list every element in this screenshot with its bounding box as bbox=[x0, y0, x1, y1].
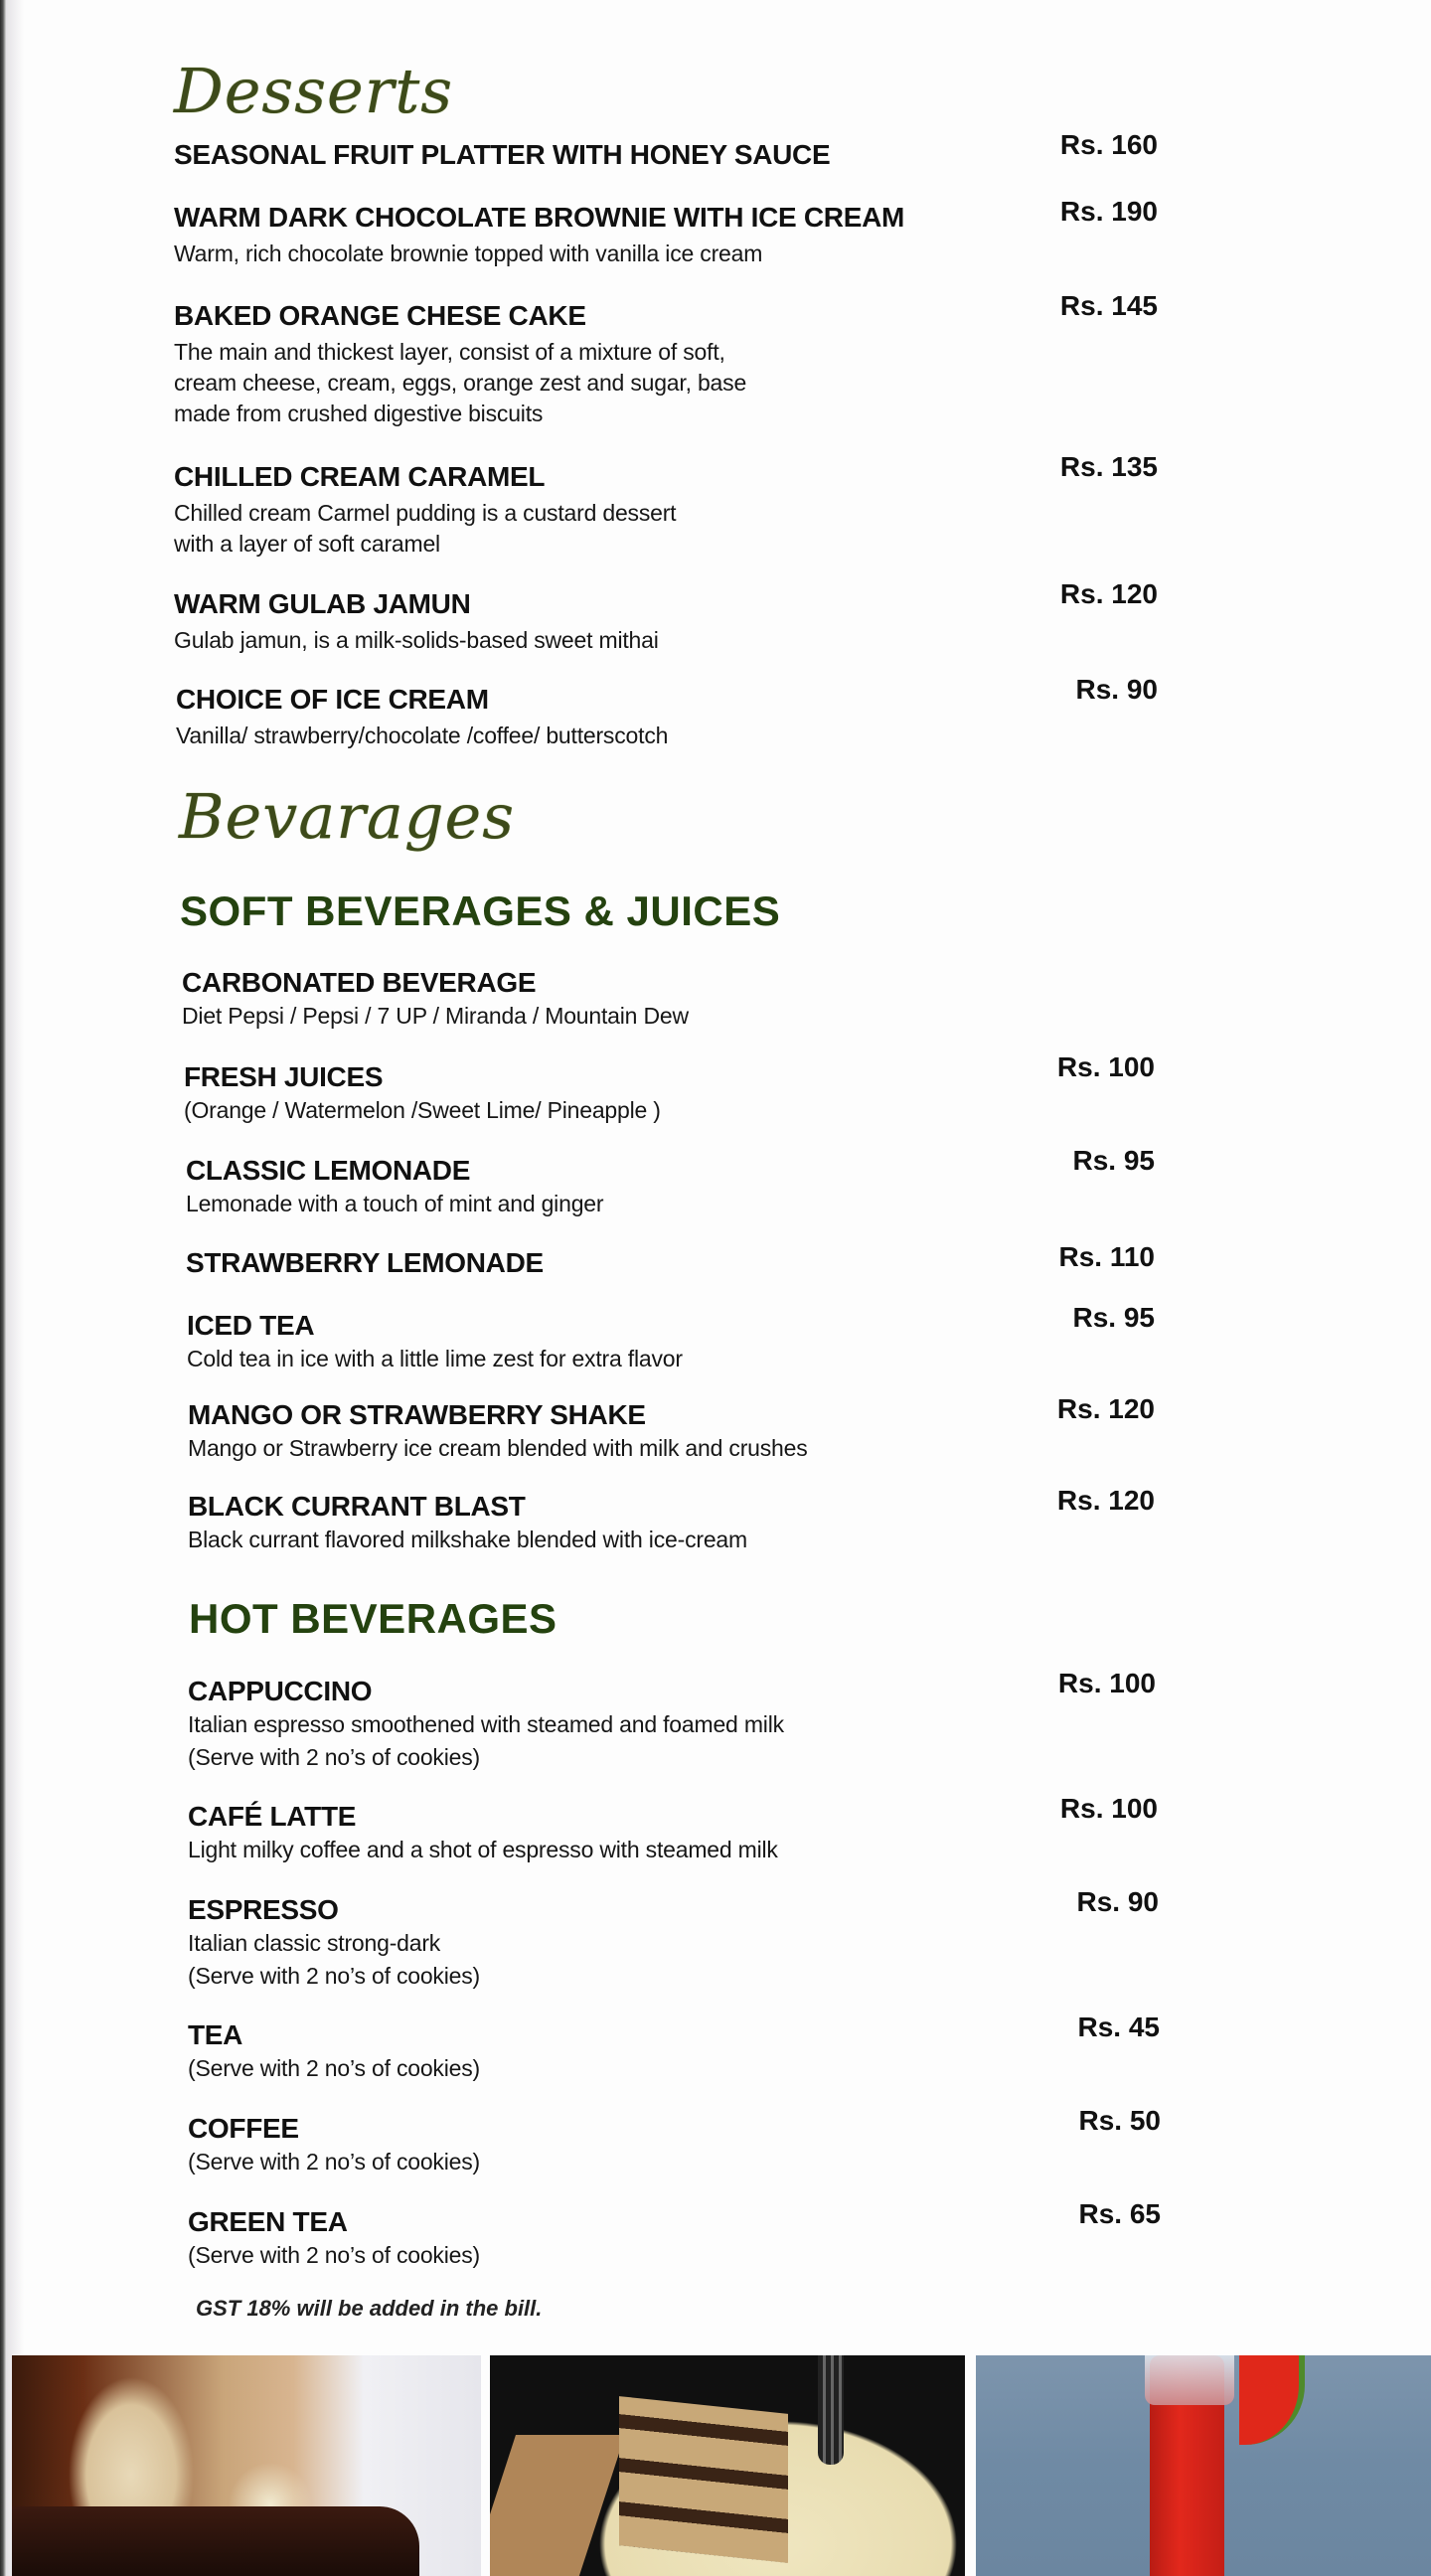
item-price: Rs. 120 bbox=[1056, 1393, 1155, 1424]
item-name: WARM DARK CHOCOLATE BROWNIE WITH ICE CREAM bbox=[174, 202, 905, 233]
item-desc: Italian espresso smoothened with steamed and foamed milk bbox=[188, 1711, 784, 1737]
gst-note: GST 18% will be added in the bill. bbox=[196, 2296, 543, 2321]
item-desc: Cold tea in ice with a little lime zest for extra flavor bbox=[187, 1346, 683, 1371]
watermelon-slice-shape bbox=[1239, 2355, 1305, 2445]
item-name: CARBONATED BEVERAGE bbox=[182, 967, 537, 998]
soft-beverages-heading: SOFT BEVERAGES & JUICES bbox=[180, 887, 781, 934]
sundae-photo bbox=[12, 2355, 481, 2576]
item-name: TEA bbox=[188, 2019, 243, 2050]
hot-beverages-heading: HOT BEVERAGES bbox=[189, 1595, 557, 1642]
item-name: ESPRESSO bbox=[188, 1894, 339, 1925]
item-price: Rs. 110 bbox=[1058, 1241, 1155, 1272]
item-name: SEASONAL FRUIT PLATTER WITH HONEY SAUCE bbox=[174, 139, 831, 170]
item-price: Rs. 90 bbox=[1075, 674, 1158, 705]
item-name: BLACK CURRANT BLAST bbox=[188, 1491, 526, 1522]
item-desc: Chilled cream Carmel pudding is a custard dessert bbox=[174, 500, 677, 526]
item-desc: (Serve with 2 no’s of cookies) bbox=[188, 2149, 480, 2174]
item-desc: (Serve with 2 no’s of cookies) bbox=[188, 1963, 480, 1989]
item-desc: Gulab jamun, is a milk-solids-based sweet mithai bbox=[174, 627, 659, 653]
drink-photo bbox=[976, 2355, 1431, 2576]
item-name: STRAWBERRY LEMONADE bbox=[186, 1247, 544, 1278]
item-price: Rs. 160 bbox=[1059, 129, 1158, 160]
item-desc: Warm, rich chocolate brownie topped with vanilla ice cream bbox=[174, 241, 763, 266]
glass-rim-shape bbox=[1145, 2355, 1234, 2405]
item-desc: Italian classic strong-dark bbox=[188, 1930, 441, 1956]
item-price: Rs. 65 bbox=[1078, 2198, 1161, 2229]
item-name: CAFÉ LATTE bbox=[188, 1801, 357, 1832]
item-price: Rs. 50 bbox=[1078, 2105, 1161, 2136]
item-desc: Mango or Strawberry ice cream blended with milk and crushes bbox=[188, 1435, 808, 1461]
item-price: Rs. 190 bbox=[1059, 196, 1158, 227]
item-name: CHOICE OF ICE CREAM bbox=[176, 684, 489, 715]
item-name: CLASSIC LEMONADE bbox=[186, 1155, 471, 1186]
item-price: Rs. 95 bbox=[1072, 1302, 1155, 1333]
item-name: WARM GULAB JAMUN bbox=[174, 588, 471, 619]
fork-shape bbox=[818, 2355, 844, 2465]
layered-cake-shape bbox=[619, 2396, 788, 2563]
item-price: Rs. 100 bbox=[1056, 1051, 1155, 1082]
item-desc: Diet Pepsi / Pepsi / 7 UP / Miranda / Mountain Dew bbox=[182, 1003, 689, 1029]
item-price: Rs. 120 bbox=[1059, 578, 1158, 609]
item-price: Rs. 120 bbox=[1056, 1485, 1155, 1516]
item-desc: Vanilla/ strawberry/chocolate /coffee/ butterscotch bbox=[176, 723, 669, 748]
item-name: BAKED ORANGE CHESE CAKE bbox=[174, 300, 586, 331]
item-price: Rs. 95 bbox=[1072, 1145, 1155, 1176]
item-name: FRESH JUICES bbox=[184, 1061, 384, 1092]
item-desc: with a layer of soft caramel bbox=[174, 531, 440, 557]
item-name: ICED TEA bbox=[187, 1310, 315, 1341]
item-price: Rs. 45 bbox=[1077, 2012, 1160, 2042]
item-desc: (Serve with 2 no’s of cookies) bbox=[188, 2242, 480, 2268]
item-desc: (Serve with 2 no’s of cookies) bbox=[188, 2055, 480, 2081]
item-price: Rs. 90 bbox=[1076, 1886, 1159, 1917]
item-name: COFFEE bbox=[188, 2113, 299, 2144]
item-desc: Light milky coffee and a shot of espresso with steamed milk bbox=[188, 1837, 778, 1862]
item-name: MANGO OR STRAWBERRY SHAKE bbox=[188, 1399, 646, 1430]
cake-photo bbox=[490, 2355, 965, 2576]
desserts-title: Desserts bbox=[174, 55, 454, 127]
item-desc: Lemonade with a touch of mint and ginger bbox=[186, 1191, 604, 1216]
item-desc: made from crushed digestive biscuits bbox=[174, 401, 544, 426]
item-desc: (Serve with 2 no’s of cookies) bbox=[188, 1744, 480, 1770]
item-name: CHILLED CREAM CARAMEL bbox=[174, 461, 546, 492]
item-price: Rs. 100 bbox=[1057, 1668, 1156, 1698]
item-price: Rs. 135 bbox=[1059, 451, 1158, 482]
item-price: Rs. 145 bbox=[1059, 290, 1158, 321]
item-desc: cream cheese, cream, eggs, orange zest and sugar, base bbox=[174, 370, 747, 396]
item-name: GREEN TEA bbox=[188, 2206, 348, 2237]
item-desc: (Orange / Watermelon /Sweet Lime/ Pineapple ) bbox=[184, 1097, 661, 1123]
item-price: Rs. 100 bbox=[1059, 1793, 1158, 1824]
spine-shadow bbox=[6, 0, 24, 2576]
item-desc: Black currant flavored milkshake blended with ice-cream bbox=[188, 1527, 747, 1552]
cake-slice-shape bbox=[490, 2435, 625, 2576]
beverages-title: Bevarages bbox=[179, 780, 516, 853]
item-name: CAPPUCCINO bbox=[188, 1676, 373, 1706]
item-desc: The main and thickest layer, consist of a mixture of soft, bbox=[174, 339, 725, 365]
